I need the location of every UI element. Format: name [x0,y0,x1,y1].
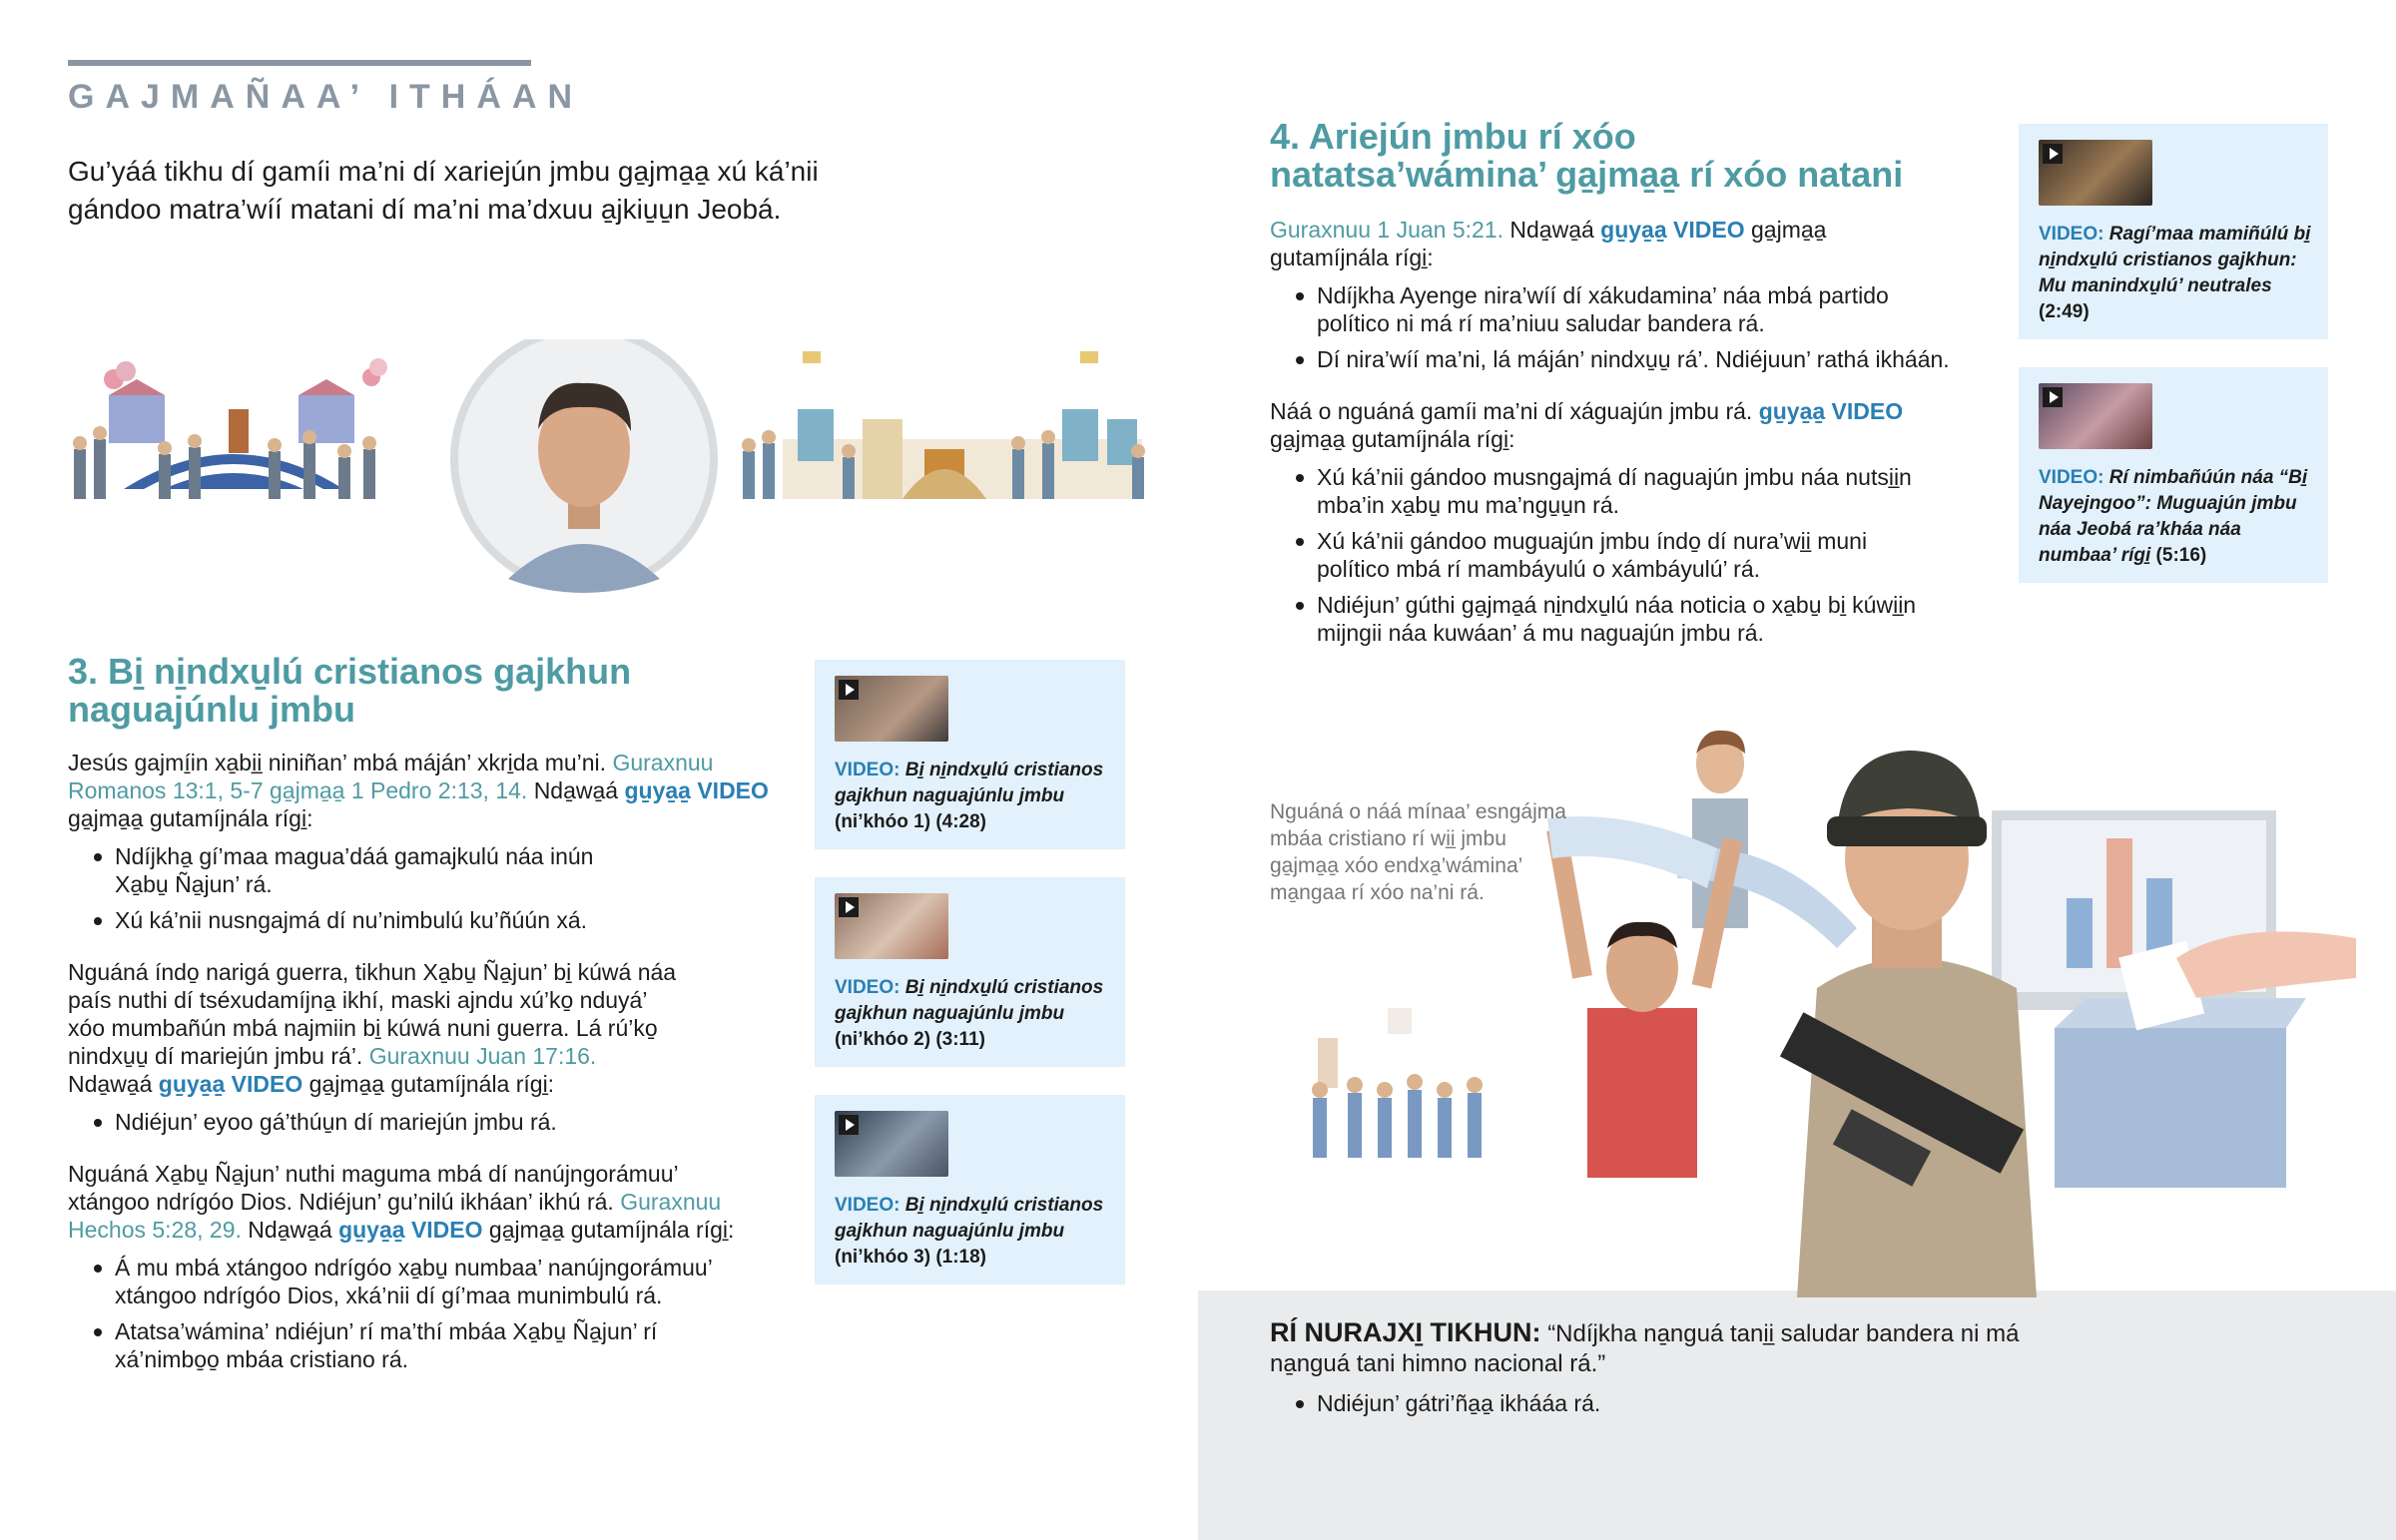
review-question [1270,1317,2029,1425]
video-label: VIDEO: [835,1195,900,1216]
scripture-reference-link[interactable]: Guraxnuu Romanos 13:1, 5-7 ga̱jma̱a̱ 1 Pedro 2:13, 14. [68,750,714,803]
section-3-title: 3. Bi̱ ni̱ndxu̱lú cristianos gajkhun naguajúnlu jmbu [68,651,632,730]
paragraph-text: ga̱jma̱a̱ gutamíjnála rígi̱: [68,805,313,831]
video-link[interactable]: gu̱ya̱a̱ VIDEO [1600,217,1745,243]
video-label: VIDEO: [2039,467,2104,488]
video-card-text [835,1193,1109,1271]
political-rally-illustration [64,339,1162,609]
video-title[interactable]: Ragí’maa mamiñúlú bi̱ ni̱ndxu̱lú cristianos gajkhun: Mu manindxu̱lú’ neutrales [2039,224,2311,296]
paragraph-text: Nda̱wa̱á [533,777,619,803]
review-paragraph [1270,1317,2029,1379]
video-detail: (2:49) [2039,301,2090,322]
play-icon[interactable] [2043,144,2063,164]
bullet-item: Á mu mbá xtángoo ndrígóo xa̱bu̱ numbaa’ nanújngorámuu’ xtángoo ndrígóo Dios, xká’nii dí gí’maa munimbulú rá. [68,1254,747,1309]
video-link[interactable]: gu̱ya̱a̱ VIDEO [158,1071,303,1097]
section-3-paragraph-1 [68,749,787,832]
paragraph-text: Náá o nguáná gamíi ma’ni dí xáguajún jmbu rá. [1270,398,1753,424]
scripture-reference-link[interactable]: Guraxnuu 1 Juan 5:21. [1270,217,1503,243]
video-card-3[interactable] [815,1095,1125,1284]
portrait-medallion [450,339,718,593]
video-card-text [835,975,1109,1053]
bullet-item: Ndíjkha̱ gí’maa magua’dáá gamajkulú náa inún Xa̱bu̱ Ña̱jun’ rá. [68,842,647,898]
scripture-reference-link[interactable]: Guraxnuu Juan 17:16. [368,1043,597,1069]
paragraph-text: Nguáná índo̱ narigá guerra, tikhun Xa̱bu̱ Ña̱jun’ bi̱ kúwá náa país nuthi dí tséxudamíjna̱ ikhí, maski ajndu xú’ko̱ nduyá’ xóo mumbañún mbá najmiin bi̱ kúwá nuni guerra. Lá rú’ko̱ nindxu̱u̱ dí mariejún jmbu rá’. [68,959,677,1069]
bullet-item: Ndiéjun’ eyoo gá’thúu̱n dí mariejún jmbu rá. [68,1108,787,1136]
paragraph-text: ga̱jma̱a̱ gutamíjnála rígi̱: [1270,426,1515,452]
review-quote: “Ndíjkha na̱nguá tani̱i̱ saludar bandera ni má na̱nguá tani himno nacional rá.” [1270,1320,2020,1377]
video-detail: (ni’khóo 2) (3:11) [835,1029,985,1050]
video-label: VIDEO: [2039,224,2104,245]
section-3-paragraph-3 [68,1160,747,1244]
section-4 [1270,118,1969,655]
video-card-text [2039,465,2312,569]
bullet-item: Ndiéjun’ gátri’ña̱a̱ ikhááa rá. [1270,1389,2029,1417]
video-thumbnail[interactable] [2039,140,2152,206]
section-3 [68,653,787,1381]
illustration-caption: Nguáná o náá mínaa’ esngájma mbáa cristiano rí wi̱i̱ jmbu ga̱jma̱a̱ xóo endxa̱’wámina’ ma̱ngaa rí xóo na’ni rá. [1270,800,1566,904]
bullet-item: Atatsa’wámina’ ndiéjun’ rí ma’thí mbáa Xa̱bu̱ Ña̱jun’ rí xá’nimbo̱o̱ mbáa cristiano rá. [68,1317,747,1373]
video-thumbnail[interactable] [835,1111,948,1177]
section-4-bullets-1 [1270,281,1959,373]
paragraph-text: Nda̱wa̱á [68,1071,153,1097]
header-rule [68,60,531,66]
video-card-2[interactable] [815,877,1125,1067]
video-card-4[interactable] [2019,124,2328,339]
video-link[interactable]: gu̱ya̱a̱ VIDEO [1758,398,1904,424]
intro-text: Gu’yáá tikhu dí gamíi ma’ni dí xariejún jmbu ga̱jma̱a̱ xú ká’nii gándoo matra’wíí matani dí ma’ni ma’dxuu a̱jkiu̱u̱n Jeobá. [68,156,819,225]
video-detail: (ni’khóo 1) (4:28) [835,811,987,832]
paragraph-text: ga̱jma̱a̱ gutamíjnála rígi̱: [488,1217,735,1243]
video-title[interactable]: Bi̱ ni̱ndxu̱lú cristianos gajkhun naguajúnlu jmbu [835,1195,1104,1242]
play-icon[interactable] [2043,387,2063,407]
video-link[interactable]: gu̱ya̱a̱ VIDEO [338,1217,483,1243]
video-card-text [835,758,1109,835]
bullet-item: Xú ká’nii nusngajmá dí nu’nimbulú ku’ñúún xá. [68,906,647,934]
video-detail: (5:16) [2155,545,2207,566]
video-card-1[interactable] [815,660,1125,849]
section-3-paragraph-2 [68,958,687,1098]
video-label: VIDEO: [835,977,900,998]
video-title[interactable]: Rí nimbañúún náa “Bi̱ Nayejngoo”: Muguajún jmbu náa Jeobá ra’kháa náa numbaa’ rígi̱ [2039,467,2308,566]
protest-crowd [1312,1008,1483,1158]
bullet-item: Xú ká’nii gándoo muguajún jmbu índo̱ dí nura’wi̱i̱ muni político mbá rí mambáyulú o xámbáyulú’ rá. [1270,527,1919,583]
review-label: RÍ NURAJXI̱ TIKHUN: [1270,1317,1541,1347]
scripture-reference-link[interactable]: Guraxnuu Hechos 5:28, 29. [68,1189,722,1243]
bullet-item: Dí nira’wíí ma’ni, lá máján’ nindxu̱u̱ rá’. Ndiéjuun’ rathá ikháán. [1270,345,1959,373]
video-link[interactable]: gu̱ya̱a̱ VIDEO [624,777,769,803]
paragraph-text: ga̱jma̱a̱ gutamíjnála rígi̱: [308,1071,555,1097]
video-card-text [2039,222,2312,325]
video-label: VIDEO: [835,760,900,780]
section-4-paragraph-1 [1270,216,1849,271]
video-thumbnail[interactable] [2039,383,2152,449]
section-3-bullets-2 [68,1108,787,1136]
section-3-bullets-1 [68,842,647,934]
neutrality-illustration [1298,699,2376,1297]
paragraph-text: Nguáná Xa̱bu̱ Ña̱jun’ nuthi maguma mbá dí nanújngorámuu’ xtángoo ndrígóo Dios. Ndiéjun’ gu’nilú ikháan’ ikhú rá. [68,1161,678,1215]
paragraph-text: ga̱jma̱a̱ gutamíjnála rígi̱: [1270,217,1827,270]
video-card-5[interactable] [2019,367,2328,583]
paragraph-text: Nda̱wa̱á [248,1217,332,1243]
paragraph-text: Jesús gajmí̱in xa̱bi̱i̱ niniñan’ mbá máján’ xkri̱da mu’ni. [68,750,607,775]
right-rally-scene [742,351,1145,499]
review-bullets [1270,1389,2029,1417]
section-3-bullets-3 [68,1254,747,1373]
page-eyebrow: GAJMAÑAA’ ITHÁAN [68,78,584,116]
video-detail: (ni’khóo 3) (1:18) [835,1247,987,1268]
left-rally-scene [73,358,387,499]
section-4-bullets-2 [1270,463,1919,647]
bullet-item: Ndíjkha Ayenge nira’wíí dí xákudamina’ náa mbá partido político ni má rí ma’niuu saludar bandera rá. [1270,281,1959,337]
bullet-item: Ndiéjun’ gúthi ga̱jma̱á ni̱ndxu̱lú náa noticia o xa̱bu̱ bi̱ kúwi̱i̱n mijngii náa kuwáan’ á mu naguajún jmbu rá. [1270,591,1919,647]
video-title[interactable]: Bi̱ ni̱ndxu̱lú cristianos gajkhun naguajúnlu jmbu [835,977,1104,1024]
paragraph-text: Nda̱wa̱á [1509,217,1594,243]
video-title[interactable]: Bi̱ ni̱ndxu̱lú cristianos gajkhun naguajúnlu jmbu [835,760,1104,806]
bullet-item: Xú ká’nii gándoo musngajmá dí naguajún jmbu náa nutsi̱i̱n mba’in xa̱bu̱ mu ma’ngu̱u̱n rá. [1270,463,1919,519]
section-4-paragraph-2 [1270,397,1949,453]
play-icon[interactable] [839,897,859,917]
video-thumbnail[interactable] [835,676,948,742]
play-icon[interactable] [839,680,859,700]
play-icon[interactable] [839,1115,859,1135]
video-thumbnail[interactable] [835,893,948,959]
section-4-title: 4. Ariejún jmbu rí xóo natatsa’wámina’ ga̱jma̱a̱ rí xóo natani [1270,116,1904,195]
